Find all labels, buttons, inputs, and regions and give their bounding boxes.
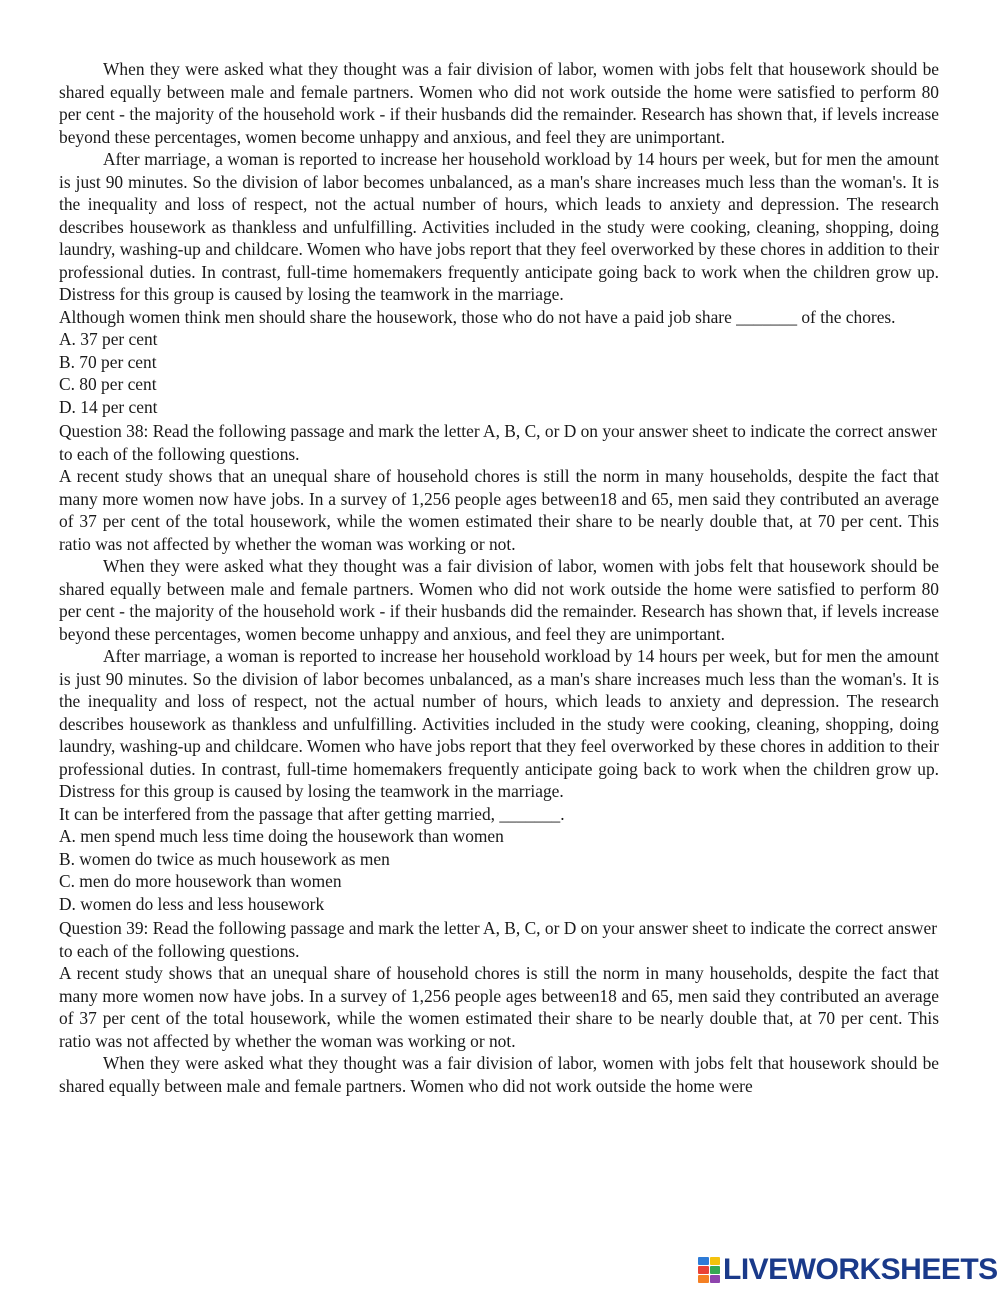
answer-option-c[interactable]: C. men do more housework than women [59, 871, 342, 891]
answer-option-d[interactable]: D. 14 per cent [59, 396, 158, 417]
liveworksheets-logo [698, 1255, 998, 1285]
question-stem: Although women think men should share the housework, those who do not have a paid job share _______ of the chores. [59, 306, 896, 327]
logo-tile [698, 1266, 709, 1274]
logo-tile [698, 1257, 709, 1265]
question-39-heading: Question 39: Read the following passage and mark the letter A, B, C, or D on your answer sheet to indicate the correct answer to each of the following questions. [59, 918, 937, 961]
logo-tile [710, 1275, 721, 1283]
passage-paragraph: After marriage, a woman is reported to increase her household workload by 14 hours per week, but for men the amount is just 90 minutes. So the division of labor becomes unbalanced, as a man's share increases much less than the woman's. It is the inequality and loss of respect, not the actual number of hours, which leads to anxiety and depression. The research describes housework as thankless and unfulfilling. Activities included in the study were cooking, cleaning, shopping, doing laundry, washing-up and childcare. Women who have jobs report that they feel overworked by these chores in addition to their professional duties. In contrast, full-time homemakers frequently anticipate going back to work when the children grow up. Distress for this group is caused by losing the teamwork in the marriage. [59, 149, 939, 304]
answer-option-a[interactable]: A. men spend much less time doing the housework than women [59, 826, 504, 846]
question-38-heading: Question 38: Read the following passage and mark the letter A, B, C, or D on your answer sheet to indicate the correct answer to each of the following questions. [59, 421, 937, 464]
answer-option-b[interactable]: B. women do twice as much housework as men [59, 848, 390, 869]
logo-grid-icon [698, 1257, 720, 1284]
passage-paragraph: A recent study shows that an unequal share of household chores is still the norm in many households, despite the fact that many more women now have jobs. In a survey of 1,256 people ages between18 and 65, men said they contributed an average of 37 per cent of the total housework, while the women estimated their share to be nearly double that, at 70 per cent. This ratio was not affected by whether the woman was working or not. [59, 963, 939, 1051]
answer-option-d[interactable]: D. women do less and less housework [59, 893, 325, 914]
passage-paragraph: When they were asked what they thought was a fair division of labor, women with jobs felt that housework should be shared equally between male and female partners. Women who did not work outside the home were [59, 1053, 939, 1096]
passage-paragraph: When they were asked what they thought was a fair division of labor, women with jobs felt that housework should be shared equally between male and female partners. Women who did not work outside the home were satisfied to perform 80 per cent - the majority of the household work - if their husbands did the remainder. Research has shown that, if levels increase beyond these percentages, women become unhappy and anxious, and feel they are unimportant. [59, 59, 939, 147]
logo-tile [710, 1257, 721, 1265]
answer-option-c[interactable]: C. 80 per cent [59, 374, 157, 394]
passage-paragraph: When they were asked what they thought was a fair division of labor, women with jobs felt that housework should be shared equally between male and female partners. Women who did not work outside the home were satisfied to perform 80 per cent - the majority of the household work - if their husbands did the remainder. Research has shown that, if levels increase beyond these percentages, women become unhappy and anxious, and feel they are unimportant. [59, 556, 939, 644]
passage-paragraph: A recent study shows that an unequal share of household chores is still the norm in many households, despite the fact that many more women now have jobs. In a survey of 1,256 people ages between18 and 65, men said they contributed an average of 37 per cent of the total housework, while the women estimated their share to be nearly double that, at 70 per cent. This ratio was not affected by whether the woman was working or not. [59, 466, 939, 554]
logo-text: LIVEWORKSHEETS [723, 1253, 998, 1286]
answer-option-b[interactable]: B. 70 per cent [59, 351, 157, 372]
question-stem: It can be interfered from the passage that after getting married, _______. [59, 803, 565, 824]
answer-option-a[interactable]: A. 37 per cent [59, 329, 158, 349]
document-page [59, 58, 939, 1097]
logo-tile [698, 1275, 709, 1283]
logo-tile [710, 1266, 721, 1274]
passage-paragraph: After marriage, a woman is reported to increase her household workload by 14 hours per week, but for men the amount is just 90 minutes. So the division of labor becomes unbalanced, as a man's share increases much less than the woman's. It is the inequality and loss of respect, not the actual number of hours, which leads to anxiety and depression. The research describes housework as thankless and unfulfilling. Activities included in the study were cooking, cleaning, shopping, doing laundry, washing-up and childcare. Women who have jobs report that they feel overworked by these chores in addition to their professional duties. In contrast, full-time homemakers frequently anticipate going back to work when the children grow up. Distress for this group is caused by losing the teamwork in the marriage. [59, 646, 939, 801]
